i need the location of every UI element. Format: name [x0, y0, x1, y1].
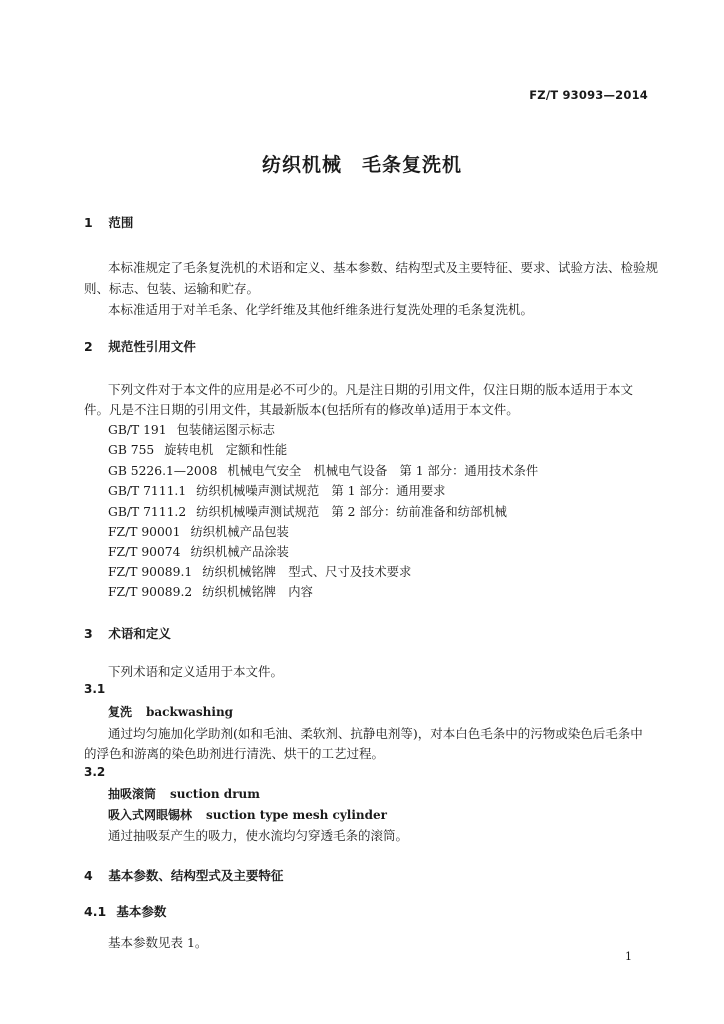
section-number: 3: [84, 626, 93, 641]
term-english: suction type mesh cylinder: [206, 808, 387, 822]
reference-code: FZ/T 90089.1: [108, 565, 193, 579]
paragraph-line: 则、标志、包装、运输和贮存。: [84, 281, 260, 296]
reference-title: 纺织机械产品包装: [190, 525, 289, 539]
reference-code: GB/T 7111.2: [108, 505, 187, 519]
term-english: suction drum: [170, 787, 260, 801]
reference-title: 旋转电机 定额和性能: [164, 443, 288, 457]
term-chinese: 复洗: [108, 705, 133, 719]
normative-reference: [108, 461, 538, 479]
normative-reference: [108, 420, 275, 438]
term-synonym: [108, 806, 387, 823]
term-heading: [108, 785, 260, 802]
term-english: backwashing: [146, 705, 234, 719]
section-number: 4: [84, 868, 93, 883]
term-chinese: 吸入式网眼锡林: [108, 808, 193, 822]
section-number: 1: [84, 215, 93, 230]
definition-line: 通过均匀施加化学助剂(如和毛油、柔软剂、抗静电剂等)，对本白色毛条中的污物或染色后毛条中: [108, 726, 643, 741]
reference-title: 纺织机械铭牌 内容: [202, 585, 313, 599]
subsection-number: 4.1: [84, 904, 107, 919]
reference-code: FZ/T 90089.2: [108, 585, 193, 599]
normative-reference: [108, 582, 313, 600]
normative-reference: [108, 481, 445, 499]
document-title: 纺织机械 毛条复洗机: [261, 154, 462, 176]
standard-code-header: FZ/T 93093—2014: [529, 88, 648, 102]
reference-title: 纺织机械产品涂装: [190, 545, 289, 559]
reference-title: 纺织机械噪声测试规范 第 1 部分：通用要求: [196, 484, 446, 498]
paragraph-line: 下列术语和定义适用于本文件。: [108, 664, 284, 679]
normative-reference: [108, 562, 411, 580]
subsection-title: 基本参数: [116, 904, 167, 919]
section-title: 范围: [108, 215, 134, 230]
term-number: 3.1: [84, 682, 106, 696]
definition-line: 的浮色和游离的染色助剂进行清洗、烘干的工艺过程。: [84, 746, 385, 761]
normative-reference: [108, 522, 289, 540]
paragraph-line: 本标准规定了毛条复洗机的术语和定义、基本参数、结构型式及主要特征、要求、试验方法、检验规: [108, 260, 659, 275]
reference-code: GB 5226.1—2008: [108, 464, 218, 478]
term-number: 3.2: [84, 765, 106, 779]
normative-reference: [108, 440, 287, 458]
reference-title: 包装储运图示标志: [176, 423, 275, 437]
subsection-4-1-heading: [84, 902, 166, 920]
reference-code: FZ/T 90074: [108, 545, 181, 559]
section-4-heading: [84, 866, 283, 884]
paragraph-line: 下列文件对于本文件的应用是必不可少的。凡是注日期的引用文件，仅注日期的版本适用于本文: [108, 382, 634, 397]
term-chinese: 抽吸滚筒: [108, 787, 157, 801]
section-title: 术语和定义: [108, 626, 171, 641]
paragraph-line: 本标准适用于对羊毛条、化学纤维及其他纤维条进行复洗处理的毛条复洗机。: [108, 302, 534, 317]
paragraph-line: 件。凡是不注日期的引用文件，其最新版本(包括所有的修改单)适用于本文件。: [84, 402, 519, 417]
reference-title: 机械电气安全 机械电气设备 第 1 部分：通用技术条件: [227, 464, 539, 478]
page-number: 1: [625, 950, 632, 963]
paragraph-line: 基本参数见表 1。: [108, 935, 208, 950]
section-title: 基本参数、结构型式及主要特征: [108, 868, 284, 883]
section-2-heading: [84, 337, 196, 355]
term-heading: [108, 703, 233, 720]
section-3-heading: [84, 624, 171, 642]
normative-reference: [108, 542, 289, 560]
reference-code: GB/T 7111.1: [108, 484, 187, 498]
section-1-heading: [84, 213, 133, 231]
section-title: 规范性引用文件: [108, 339, 196, 354]
reference-code: GB/T 191: [108, 423, 167, 437]
definition-line: 通过抽吸泵产生的吸力，使水流均匀穿透毛条的滚筒。: [108, 828, 409, 843]
normative-reference: [108, 502, 507, 520]
section-number: 2: [84, 339, 93, 354]
reference-code: FZ/T 90001: [108, 525, 181, 539]
reference-title: 纺织机械铭牌 型式、尺寸及技术要求: [202, 565, 412, 579]
reference-code: GB 755: [108, 443, 155, 457]
reference-title: 纺织机械噪声测试规范 第 2 部分：纺前准备和纺部机械: [196, 505, 507, 519]
